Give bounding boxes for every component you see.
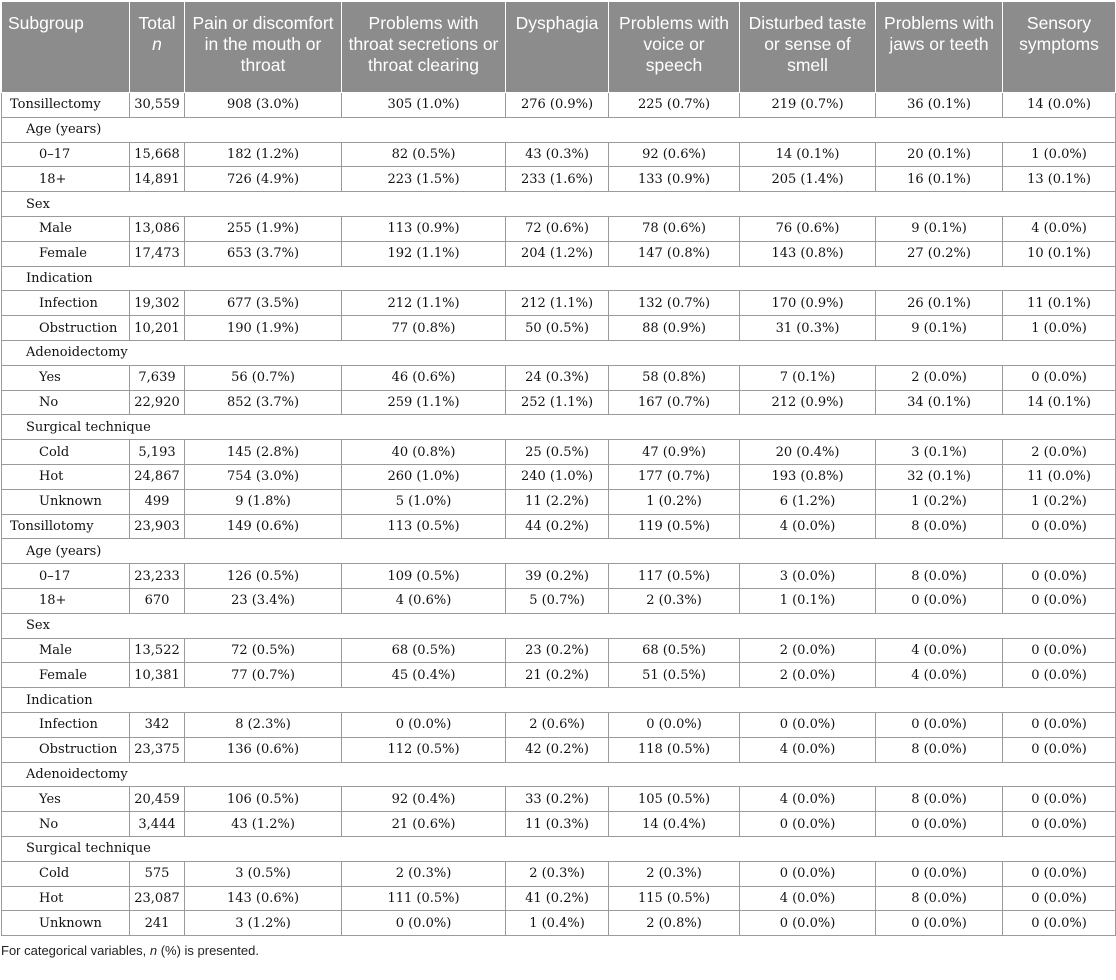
table-cell: 4 (0.0%) xyxy=(740,737,876,762)
total-cell: 30,559 xyxy=(130,93,185,118)
column-header xyxy=(876,2,1003,93)
category-label: Indication xyxy=(2,266,1116,291)
table-row xyxy=(2,787,1116,812)
total-cell: 241 xyxy=(130,911,185,936)
category-row xyxy=(2,688,1116,713)
table-cell: 255 (1.9%) xyxy=(185,216,342,241)
table-cell: 223 (1.5%) xyxy=(342,167,506,192)
category-label: Indication xyxy=(2,688,1116,713)
table-body xyxy=(2,93,1116,936)
category-row xyxy=(2,117,1116,142)
table-cell: 20 (0.1%) xyxy=(876,142,1003,167)
table-row xyxy=(2,167,1116,192)
table-cell: 113 (0.9%) xyxy=(342,216,506,241)
results-table xyxy=(1,1,1116,936)
table-cell: 0 (0.0%) xyxy=(1003,911,1116,936)
table-cell: 27 (0.2%) xyxy=(876,241,1003,266)
table-cell: 204 (1.2%) xyxy=(506,241,609,266)
table-cell: 3 (0.5%) xyxy=(185,861,342,886)
row-label: Female xyxy=(2,241,130,266)
table-row xyxy=(2,291,1116,316)
table-cell: 14 (0.4%) xyxy=(609,812,740,837)
table-cell: 170 (0.9%) xyxy=(740,291,876,316)
table-cell: 260 (1.0%) xyxy=(342,464,506,489)
table-cell: 11 (2.2%) xyxy=(506,489,609,514)
column-header xyxy=(2,2,130,93)
table-cell: 192 (1.1%) xyxy=(342,241,506,266)
footnote-italic: n xyxy=(149,943,158,959)
table-cell: 2 (0.3%) xyxy=(609,588,740,613)
category-label: Sex xyxy=(2,192,1116,217)
table-cell: 8 (0.0%) xyxy=(876,564,1003,589)
table-cell: 88 (0.9%) xyxy=(609,316,740,341)
table-cell: 205 (1.4%) xyxy=(740,167,876,192)
table-cell: 111 (0.5%) xyxy=(342,886,506,911)
table-cell: 44 (0.2%) xyxy=(506,514,609,539)
table-cell: 106 (0.5%) xyxy=(185,787,342,812)
table-cell: 240 (1.0%) xyxy=(506,464,609,489)
column-header-label: Sensory symptoms xyxy=(1019,13,1099,54)
table-cell: 0 (0.0%) xyxy=(1003,787,1116,812)
table-row xyxy=(2,812,1116,837)
table-cell: 1 (0.1%) xyxy=(740,588,876,613)
table-cell: 0 (0.0%) xyxy=(876,812,1003,837)
table-cell: 0 (0.0%) xyxy=(740,861,876,886)
table-cell: 0 (0.0%) xyxy=(1003,638,1116,663)
table-cell: 46 (0.6%) xyxy=(342,365,506,390)
table-cell: 143 (0.8%) xyxy=(740,241,876,266)
category-label: Age (years) xyxy=(2,539,1116,564)
procedure-row xyxy=(2,514,1116,539)
table-cell: 33 (0.2%) xyxy=(506,787,609,812)
table-cell: 305 (1.0%) xyxy=(342,93,506,118)
row-label: Infection xyxy=(2,291,130,316)
column-header xyxy=(185,2,342,93)
table-cell: 9 (0.1%) xyxy=(876,216,1003,241)
table-cell: 0 (0.0%) xyxy=(740,712,876,737)
table-cell: 8 (2.3%) xyxy=(185,712,342,737)
category-row xyxy=(2,266,1116,291)
table-cell: 21 (0.2%) xyxy=(506,663,609,688)
table-cell: 2 (0.8%) xyxy=(609,911,740,936)
table-cell: 225 (0.7%) xyxy=(609,93,740,118)
table-cell: 42 (0.2%) xyxy=(506,737,609,762)
table-row xyxy=(2,638,1116,663)
table-cell: 2 (0.3%) xyxy=(506,861,609,886)
column-header-label: Problems with voice or speech xyxy=(619,13,729,75)
table-cell: 276 (0.9%) xyxy=(506,93,609,118)
table-cell: 0 (0.0%) xyxy=(1003,564,1116,589)
total-cell: 17,473 xyxy=(130,241,185,266)
total-cell: 10,201 xyxy=(130,316,185,341)
total-cell: 23,903 xyxy=(130,514,185,539)
row-label: Unknown xyxy=(2,489,130,514)
table-cell: 77 (0.7%) xyxy=(185,663,342,688)
column-header xyxy=(130,2,185,93)
table-cell: 2 (0.6%) xyxy=(506,712,609,737)
table-cell: 11 (0.1%) xyxy=(1003,291,1116,316)
table-footnote xyxy=(1,943,1116,958)
table-cell: 11 (0.3%) xyxy=(506,812,609,837)
table-cell: 0 (0.0%) xyxy=(609,712,740,737)
column-header-label: Disturbed taste or sense of smell xyxy=(748,13,867,75)
column-header-label: Problems with jaws or teeth xyxy=(884,13,994,54)
table-cell: 43 (0.3%) xyxy=(506,142,609,167)
row-label: 0–17 xyxy=(2,564,130,589)
total-cell: 23,375 xyxy=(130,737,185,762)
table-cell: 0 (0.0%) xyxy=(1003,812,1116,837)
table-cell: 908 (3.0%) xyxy=(185,93,342,118)
table-row xyxy=(2,464,1116,489)
table-cell: 0 (0.0%) xyxy=(876,712,1003,737)
row-label: Obstruction xyxy=(2,316,130,341)
category-row xyxy=(2,415,1116,440)
table-cell: 32 (0.1%) xyxy=(876,464,1003,489)
table-cell: 50 (0.5%) xyxy=(506,316,609,341)
table-cell: 119 (0.5%) xyxy=(609,514,740,539)
table-cell: 9 (1.8%) xyxy=(185,489,342,514)
category-row xyxy=(2,539,1116,564)
table-cell: 76 (0.6%) xyxy=(740,216,876,241)
category-row xyxy=(2,192,1116,217)
table-cell: 92 (0.4%) xyxy=(342,787,506,812)
table-cell: 212 (1.1%) xyxy=(506,291,609,316)
table-cell: 147 (0.8%) xyxy=(609,241,740,266)
table-cell: 109 (0.5%) xyxy=(342,564,506,589)
row-label: 18+ xyxy=(2,167,130,192)
table-cell: 2 (0.0%) xyxy=(740,638,876,663)
table-row xyxy=(2,316,1116,341)
category-row xyxy=(2,613,1116,638)
table-cell: 2 (0.0%) xyxy=(740,663,876,688)
row-label: Cold xyxy=(2,440,130,465)
table-cell: 45 (0.4%) xyxy=(342,663,506,688)
table-cell: 25 (0.5%) xyxy=(506,440,609,465)
footnote-text-end: (%) is presented. xyxy=(157,943,259,959)
table-cell: 4 (0.0%) xyxy=(876,663,1003,688)
table-cell: 115 (0.5%) xyxy=(609,886,740,911)
table-row xyxy=(2,390,1116,415)
table-row xyxy=(2,365,1116,390)
table-cell: 58 (0.8%) xyxy=(609,365,740,390)
column-header-label: Pain or discomfort in the mouth or throat xyxy=(192,13,334,75)
table-cell: 726 (4.9%) xyxy=(185,167,342,192)
table-cell: 5 (1.0%) xyxy=(342,489,506,514)
table-cell: 23 (3.4%) xyxy=(185,588,342,613)
table-cell: 212 (1.1%) xyxy=(342,291,506,316)
footnote-text: For categorical variables, xyxy=(1,943,150,959)
table-cell: 3 (0.1%) xyxy=(876,440,1003,465)
table-cell: 259 (1.1%) xyxy=(342,390,506,415)
total-cell: 5,193 xyxy=(130,440,185,465)
category-label: Age (years) xyxy=(2,117,1116,142)
table-cell: 4 (0.0%) xyxy=(876,638,1003,663)
table-cell: 68 (0.5%) xyxy=(609,638,740,663)
table-row xyxy=(2,564,1116,589)
row-label: Hot xyxy=(2,464,130,489)
row-label: 18+ xyxy=(2,588,130,613)
total-cell: 22,920 xyxy=(130,390,185,415)
total-cell: 3,444 xyxy=(130,812,185,837)
row-label: Yes xyxy=(2,787,130,812)
table-row xyxy=(2,216,1116,241)
table-cell: 34 (0.1%) xyxy=(876,390,1003,415)
table-cell: 2 (0.0%) xyxy=(1003,440,1116,465)
table-row xyxy=(2,911,1116,936)
table-cell: 0 (0.0%) xyxy=(342,712,506,737)
table-cell: 132 (0.7%) xyxy=(609,291,740,316)
table-row xyxy=(2,241,1116,266)
table-cell: 20 (0.4%) xyxy=(740,440,876,465)
table-cell: 0 (0.0%) xyxy=(1003,712,1116,737)
table-cell: 167 (0.7%) xyxy=(609,390,740,415)
table-cell: 4 (0.0%) xyxy=(740,514,876,539)
table-cell: 41 (0.2%) xyxy=(506,886,609,911)
table-cell: 13 (0.1%) xyxy=(1003,167,1116,192)
row-label: Female xyxy=(2,663,130,688)
table-cell: 77 (0.8%) xyxy=(342,316,506,341)
table-cell: 653 (3.7%) xyxy=(185,241,342,266)
table-cell: 233 (1.6%) xyxy=(506,167,609,192)
row-label: No xyxy=(2,390,130,415)
total-cell: 14,891 xyxy=(130,167,185,192)
row-label: Cold xyxy=(2,861,130,886)
table-cell: 8 (0.0%) xyxy=(876,787,1003,812)
table-cell: 51 (0.5%) xyxy=(609,663,740,688)
category-label: Adenoidectomy xyxy=(2,340,1116,365)
column-header xyxy=(342,2,506,93)
column-header-italic: n xyxy=(152,34,162,54)
table-cell: 190 (1.9%) xyxy=(185,316,342,341)
procedure-label: Tonsillectomy xyxy=(2,93,130,118)
table-cell: 852 (3.7%) xyxy=(185,390,342,415)
row-label: Unknown xyxy=(2,911,130,936)
total-cell: 19,302 xyxy=(130,291,185,316)
category-label: Adenoidectomy xyxy=(2,762,1116,787)
table-cell: 0 (0.0%) xyxy=(740,812,876,837)
table-cell: 136 (0.6%) xyxy=(185,737,342,762)
table-cell: 10 (0.1%) xyxy=(1003,241,1116,266)
table-cell: 8 (0.0%) xyxy=(876,514,1003,539)
table-cell: 14 (0.1%) xyxy=(1003,390,1116,415)
table-row xyxy=(2,489,1116,514)
table-cell: 72 (0.5%) xyxy=(185,638,342,663)
table-cell: 92 (0.6%) xyxy=(609,142,740,167)
table-cell: 31 (0.3%) xyxy=(740,316,876,341)
row-label: Obstruction xyxy=(2,737,130,762)
table-cell: 149 (0.6%) xyxy=(185,514,342,539)
table-cell: 4 (0.0%) xyxy=(1003,216,1116,241)
table-cell: 5 (0.7%) xyxy=(506,588,609,613)
category-label: Surgical technique xyxy=(2,415,1116,440)
procedure-label: Tonsillotomy xyxy=(2,514,130,539)
table-cell: 43 (1.2%) xyxy=(185,812,342,837)
table-cell: 3 (0.0%) xyxy=(740,564,876,589)
table-cell: 2 (0.0%) xyxy=(876,365,1003,390)
table-cell: 47 (0.9%) xyxy=(609,440,740,465)
table-cell: 1 (0.4%) xyxy=(506,911,609,936)
table-cell: 1 (0.2%) xyxy=(876,489,1003,514)
table-row xyxy=(2,142,1116,167)
table-row xyxy=(2,588,1116,613)
total-cell: 575 xyxy=(130,861,185,886)
column-header-label: Problems with throat secretions or throat clearing xyxy=(348,13,499,75)
table-cell: 1 (0.0%) xyxy=(1003,316,1116,341)
table-cell: 0 (0.0%) xyxy=(740,911,876,936)
total-cell: 10,381 xyxy=(130,663,185,688)
total-cell: 24,867 xyxy=(130,464,185,489)
table-cell: 82 (0.5%) xyxy=(342,142,506,167)
table-cell: 2 (0.3%) xyxy=(609,861,740,886)
table-cell: 0 (0.0%) xyxy=(876,588,1003,613)
table-cell: 4 (0.0%) xyxy=(740,787,876,812)
table-cell: 133 (0.9%) xyxy=(609,167,740,192)
table-cell: 0 (0.0%) xyxy=(1003,737,1116,762)
table-cell: 8 (0.0%) xyxy=(876,886,1003,911)
category-label: Sex xyxy=(2,613,1116,638)
table-cell: 14 (0.1%) xyxy=(740,142,876,167)
table-cell: 23 (0.2%) xyxy=(506,638,609,663)
table-cell: 193 (0.8%) xyxy=(740,464,876,489)
table-row xyxy=(2,440,1116,465)
table-cell: 24 (0.3%) xyxy=(506,365,609,390)
table-header-row xyxy=(2,2,1116,93)
procedure-row xyxy=(2,93,1116,118)
table-cell: 177 (0.7%) xyxy=(609,464,740,489)
row-label: No xyxy=(2,812,130,837)
table-cell: 56 (0.7%) xyxy=(185,365,342,390)
column-header xyxy=(506,2,609,93)
table-cell: 0 (0.0%) xyxy=(876,861,1003,886)
column-header-label: Subgroup xyxy=(8,13,84,33)
table-cell: 11 (0.0%) xyxy=(1003,464,1116,489)
total-cell: 15,668 xyxy=(130,142,185,167)
table-cell: 40 (0.8%) xyxy=(342,440,506,465)
table-cell: 252 (1.1%) xyxy=(506,390,609,415)
table-cell: 36 (0.1%) xyxy=(876,93,1003,118)
category-label: Surgical technique xyxy=(2,836,1116,861)
column-header xyxy=(609,2,740,93)
table-cell: 118 (0.5%) xyxy=(609,737,740,762)
table-cell: 39 (0.2%) xyxy=(506,564,609,589)
table-cell: 0 (0.0%) xyxy=(1003,365,1116,390)
table-cell: 145 (2.8%) xyxy=(185,440,342,465)
total-cell: 23,233 xyxy=(130,564,185,589)
table-cell: 0 (0.0%) xyxy=(342,911,506,936)
table-cell: 4 (0.0%) xyxy=(740,886,876,911)
column-header xyxy=(1003,2,1116,93)
total-cell: 13,522 xyxy=(130,638,185,663)
table-cell: 113 (0.5%) xyxy=(342,514,506,539)
table-cell: 117 (0.5%) xyxy=(609,564,740,589)
table-cell: 126 (0.5%) xyxy=(185,564,342,589)
row-label: 0–17 xyxy=(2,142,130,167)
table-row xyxy=(2,663,1116,688)
table-row xyxy=(2,861,1116,886)
table-cell: 754 (3.0%) xyxy=(185,464,342,489)
table-cell: 72 (0.6%) xyxy=(506,216,609,241)
table-cell: 3 (1.2%) xyxy=(185,911,342,936)
row-label: Yes xyxy=(2,365,130,390)
table-cell: 1 (0.2%) xyxy=(609,489,740,514)
row-label: Male xyxy=(2,638,130,663)
table-cell: 1 (0.2%) xyxy=(1003,489,1116,514)
table-cell: 6 (1.2%) xyxy=(740,489,876,514)
table-cell: 1 (0.0%) xyxy=(1003,142,1116,167)
table-cell: 14 (0.0%) xyxy=(1003,93,1116,118)
table-cell: 0 (0.0%) xyxy=(1003,861,1116,886)
table-cell: 0 (0.0%) xyxy=(1003,514,1116,539)
table-cell: 0 (0.0%) xyxy=(1003,886,1116,911)
table-row xyxy=(2,737,1116,762)
table-row xyxy=(2,712,1116,737)
table-cell: 9 (0.1%) xyxy=(876,316,1003,341)
row-label: Infection xyxy=(2,712,130,737)
table-cell: 8 (0.0%) xyxy=(876,737,1003,762)
total-cell: 499 xyxy=(130,489,185,514)
total-cell: 20,459 xyxy=(130,787,185,812)
total-cell: 23,087 xyxy=(130,886,185,911)
row-label: Male xyxy=(2,216,130,241)
table-cell: 182 (1.2%) xyxy=(185,142,342,167)
table-cell: 219 (0.7%) xyxy=(740,93,876,118)
table-cell: 2 (0.3%) xyxy=(342,861,506,886)
table-cell: 143 (0.6%) xyxy=(185,886,342,911)
total-cell: 342 xyxy=(130,712,185,737)
table-cell: 0 (0.0%) xyxy=(1003,663,1116,688)
row-label: Hot xyxy=(2,886,130,911)
category-row xyxy=(2,836,1116,861)
table-cell: 4 (0.6%) xyxy=(342,588,506,613)
table-cell: 677 (3.5%) xyxy=(185,291,342,316)
column-header-label: Total xyxy=(138,13,176,33)
table-cell: 0 (0.0%) xyxy=(876,911,1003,936)
category-row xyxy=(2,762,1116,787)
total-cell: 670 xyxy=(130,588,185,613)
table-row xyxy=(2,886,1116,911)
table-cell: 21 (0.6%) xyxy=(342,812,506,837)
table-cell: 78 (0.6%) xyxy=(609,216,740,241)
table-cell: 105 (0.5%) xyxy=(609,787,740,812)
category-row xyxy=(2,340,1116,365)
total-cell: 7,639 xyxy=(130,365,185,390)
table-cell: 16 (0.1%) xyxy=(876,167,1003,192)
table-cell: 26 (0.1%) xyxy=(876,291,1003,316)
column-header xyxy=(740,2,876,93)
table-cell: 212 (0.9%) xyxy=(740,390,876,415)
total-cell: 13,086 xyxy=(130,216,185,241)
table-cell: 68 (0.5%) xyxy=(342,638,506,663)
table-cell: 112 (0.5%) xyxy=(342,737,506,762)
column-header-label: Dysphagia xyxy=(515,13,599,33)
table-cell: 7 (0.1%) xyxy=(740,365,876,390)
table-cell: 0 (0.0%) xyxy=(1003,588,1116,613)
